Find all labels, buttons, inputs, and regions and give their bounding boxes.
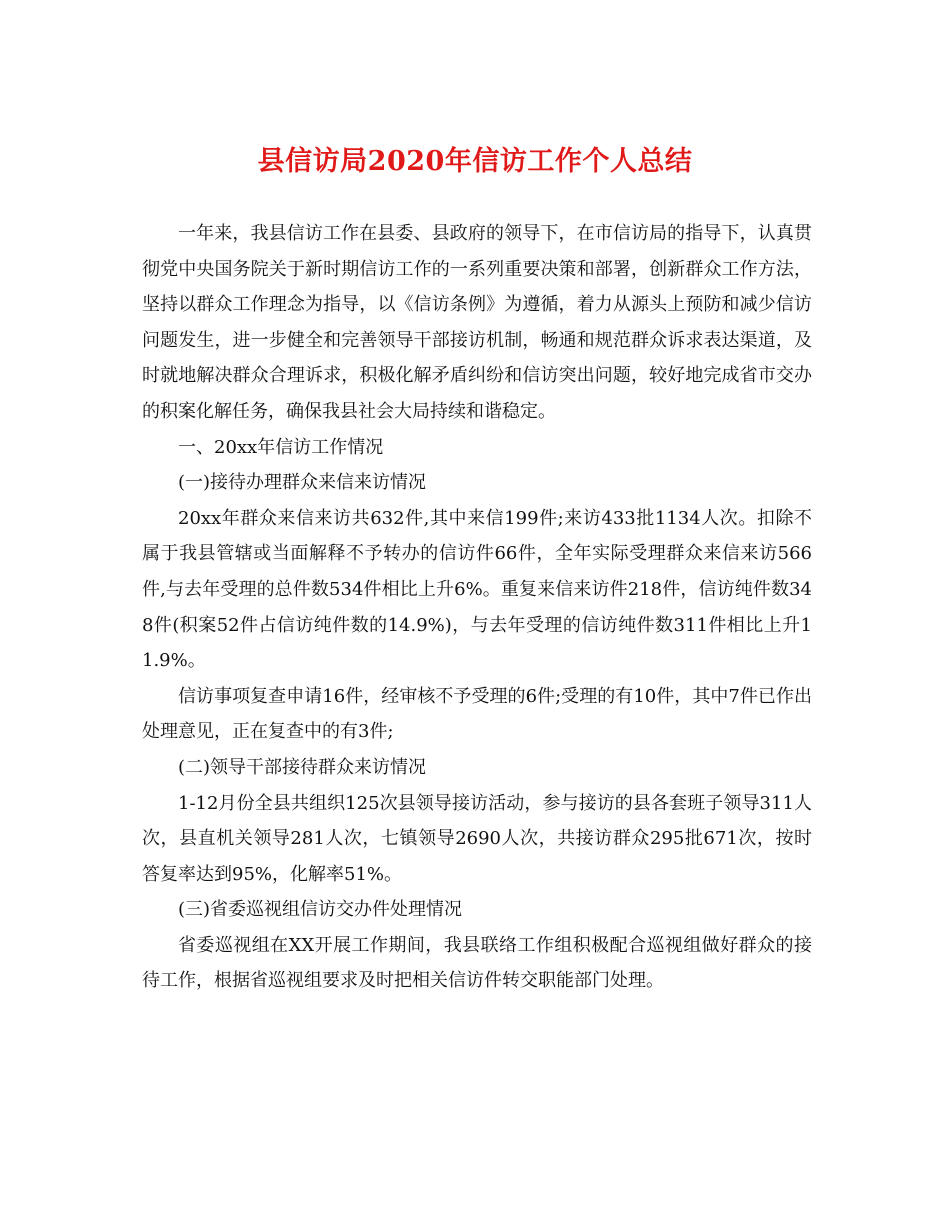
paragraph-inspection-group: 省委巡视组在XX开展工作期间，我县联络工作组积极配合巡视组做好群众的接待工作，根据省巡视组要求及时把相关信访件转交职能部门处理。 (142, 934, 812, 992)
document-body (142, 216, 812, 999)
paragraph-intro: 一年来，我县信访工作在县委、县政府的领导下，在市信访局的指导下，认真贯彻党中央国务院关于新时期信访工作的一系列重要决策和部署，创新群众工作方法，坚持以群众工作理念为指导，以《信访条例》为遵循，着力从源头上预防和减少信访问题发生，进一步健全和完善领导干部接访机制，畅通和规范群众诉求表达渠道，及时就地解决群众合理诉求，积极化解矛盾纠纷和信访突出问题，较好地完成省市交办的积案化解任务，确保我县社会大局持续和谐稳定。 (142, 223, 812, 422)
subsection-heading-1: (一)接待办理群众来信来访情况 (178, 472, 427, 494)
document-title: 县信访局2020年信访工作个人总结 (257, 146, 693, 177)
subsection-heading-3: (三)省委巡视组信访交办件处理情况 (178, 899, 463, 921)
paragraph-leader-reception: 1-12月份全县共组织125次县领导接访活动，参与接访的县各套班子领导311人次，县直机关领导281人次，七镇领导2690人次，共接访群众295批671次，按时答复率达到95%，化解率51%。 (142, 792, 812, 885)
paragraph-letters-visits: 20xx年群众来信来访共632件,其中来信199件;来访433批1134人次。扣除不属于我县管辖或当面解释不予转办的信访件66件，全年实际受理群众来信来访566件,与去年受理的总件数534件相比上升6%。重复来信来访件218件，信访纯件数348件(积案52件占信访纯件数的14.9%)，与去年受理的信访纯件数311件相比上升11.9%。 (142, 507, 812, 672)
paragraph-review-requests: 信访事项复查申请16件，经审核不予受理的6件;受理的有10件，其中7件已作出处理意见，正在复查中的有3件; (142, 685, 812, 743)
section-heading-1: 一、20xx年信访工作情况 (178, 436, 384, 458)
subsection-heading-2: (二)领导干部接待群众来访情况 (178, 756, 427, 778)
